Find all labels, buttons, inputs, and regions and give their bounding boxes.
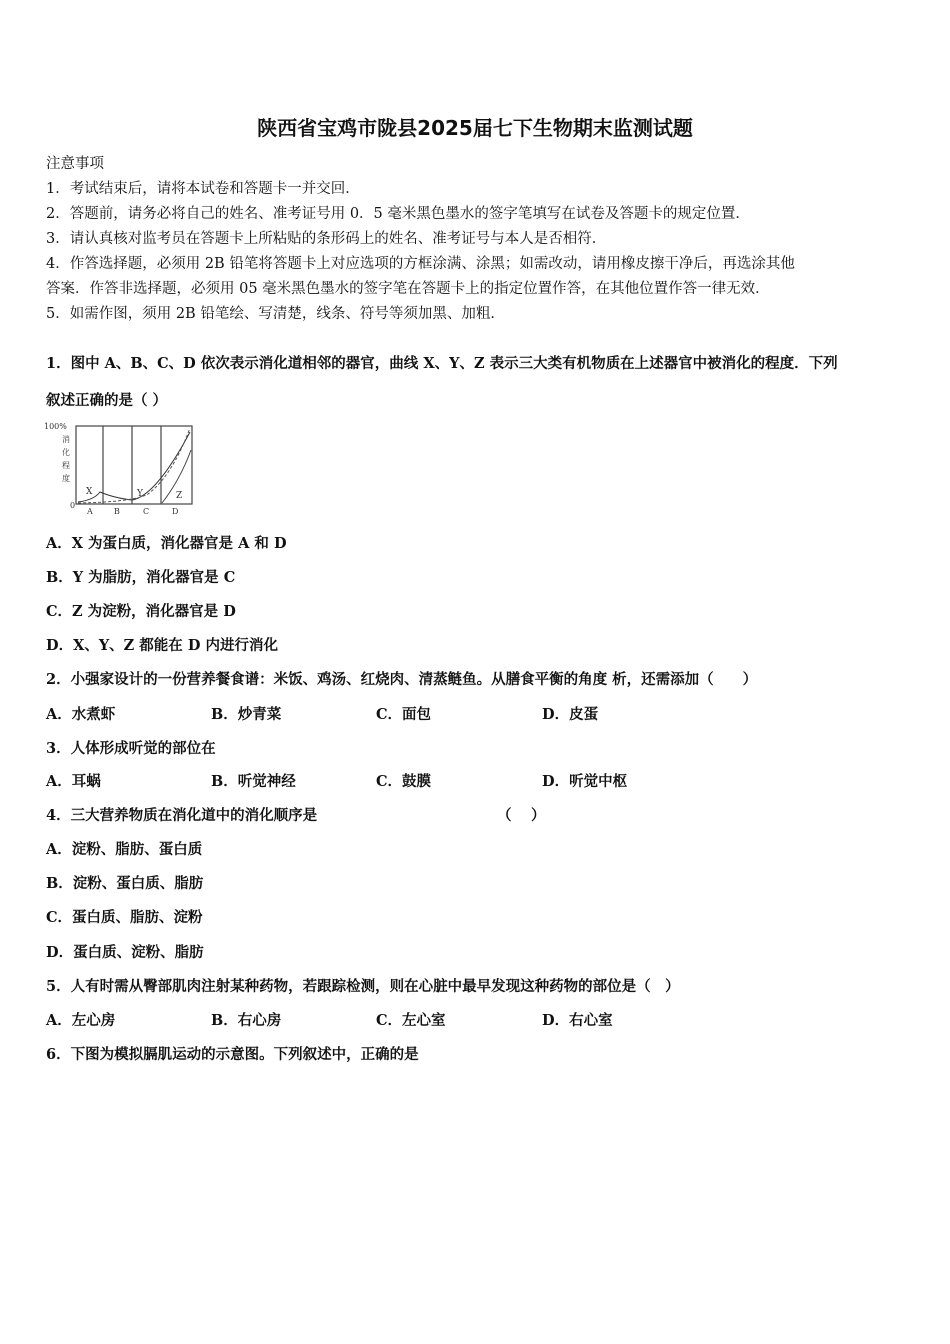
- chart-x-tick: B: [114, 507, 120, 516]
- chart-x-tick: D: [172, 507, 179, 516]
- chart-ylabel-3: 程: [62, 461, 70, 470]
- q3-option-b[interactable]: B．听觉神经: [211, 773, 296, 790]
- chart-x-tick: C: [143, 507, 150, 516]
- chart-series-label: Y: [137, 489, 143, 499]
- q1-stem-cont: 叙述正确的是（ ）: [46, 392, 168, 409]
- q3-option-c[interactable]: C．鼓膜: [376, 773, 432, 790]
- notice-item: 4．作答选择题，必须用 2B 铅笔将答题卡上对应选项的方框涂满、涂黑；如需改动，请用橡皮擦干净后，再选涂其他: [46, 256, 795, 272]
- q2-option-b[interactable]: B．炒青菜: [211, 706, 282, 723]
- chart-ylabel-4: 度: [62, 474, 70, 483]
- q3-option-d[interactable]: D．听觉中枢: [542, 773, 628, 790]
- q5-option-c[interactable]: C．左心室: [376, 1012, 446, 1029]
- q4-stem: 4．三大营养物质在消化道中的消化顺序是: [46, 807, 318, 824]
- chart-x-tick: A: [87, 507, 93, 516]
- chart-ylabel-top: 100%: [44, 422, 67, 431]
- notice-item: 3．请认真核对监考员在答题卡上所粘贴的条形码上的姓名、准考证号与本人是否相符．: [46, 231, 607, 247]
- q2-option-c[interactable]: C．面包: [376, 706, 432, 723]
- notice-item: 2．答题前，请务必将自己的姓名、准考证号用 0．5 毫米黑色墨水的签字笔填写在试卷及答题卡的规定位置．: [46, 206, 750, 222]
- q5-option-a[interactable]: A．左心房: [46, 1012, 116, 1029]
- q1-option-a[interactable]: A．X 为蛋白质，消化器官是 A 和 D: [46, 535, 287, 552]
- q4-option-d[interactable]: D．蛋白质、淀粉、脂肪: [46, 944, 204, 961]
- q2-stem: 2．小强家设计的一份营养餐食谱：米饭、鸡汤、红烧肉、清蒸鲢鱼。从膳食平衡的角度 析，还需添加（ ）: [46, 671, 758, 688]
- notice-item: 1．考试结束后，请将本试卷和答题卡一并交回．: [46, 181, 360, 197]
- chart-series-label: X: [86, 487, 93, 497]
- q1-option-d[interactable]: D．X、Y、Z 都能在 D 内进行消化: [46, 637, 278, 654]
- notice-heading: 注意事项: [46, 156, 104, 172]
- q5-option-b[interactable]: B．右心房: [211, 1012, 282, 1029]
- chart-frame: [76, 426, 192, 504]
- digestion-chart: [44, 420, 196, 516]
- chart-ylabel-1: 消: [62, 435, 70, 444]
- q4-option-a[interactable]: A．淀粉、脂肪、蛋白质: [46, 841, 203, 858]
- q1-stem: 1．图中 A、B、C、D 依次表示消化道相邻的器官，曲线 X、Y、Z 表示三大类有机物质在上述器官中被消化的程度．下列: [46, 355, 838, 372]
- q4-option-b[interactable]: B．淀粉、蛋白质、脂肪: [46, 875, 204, 892]
- q2-option-a[interactable]: A．水煮虾: [46, 706, 116, 723]
- chart-ylabel-2: 化: [62, 448, 70, 457]
- q4-answer-paren: （ ）: [497, 807, 546, 824]
- q1-option-c[interactable]: C．Z 为淀粉，消化器官是 D: [46, 603, 236, 620]
- q6-stem: 6．下图为模拟膈肌运动的示意图。下列叙述中，正确的是: [46, 1046, 419, 1063]
- q2-option-d[interactable]: D．皮蛋: [542, 706, 599, 723]
- chart-series-x: [78, 432, 190, 502]
- chart-series-label: Z: [176, 491, 183, 501]
- notice-item: 5．如需作图，须用 2B 铅笔绘、写清楚，线条、符号等须加黑、加粗．: [46, 306, 505, 322]
- page-title: 陕西省宝鸡市陇县2025届七下生物期末监测试题: [257, 116, 693, 140]
- chart-origin: 0: [70, 501, 76, 510]
- q4-option-c[interactable]: C．蛋白质、脂肪、淀粉: [46, 909, 203, 926]
- q1-option-b[interactable]: B．Y 为脂肪，消化器官是 C: [46, 569, 236, 586]
- q5-stem: 5．人有时需从臀部肌肉注射某种药物，若跟踪检测，则在心脏中最早发现这种药物的部位是（ ）: [46, 978, 680, 995]
- q3-option-a[interactable]: A．耳蜗: [46, 773, 101, 790]
- q5-option-d[interactable]: D．右心室: [542, 1012, 613, 1029]
- chart-series-y: [78, 428, 190, 503]
- notice-item: 答案．作答非选择题，必须用 05 毫米黑色墨水的签字笔在答题卡上的指定位置作答，在其他位置作答一律无效．: [46, 281, 770, 297]
- q3-stem: 3．人体形成听觉的部位在: [46, 740, 216, 757]
